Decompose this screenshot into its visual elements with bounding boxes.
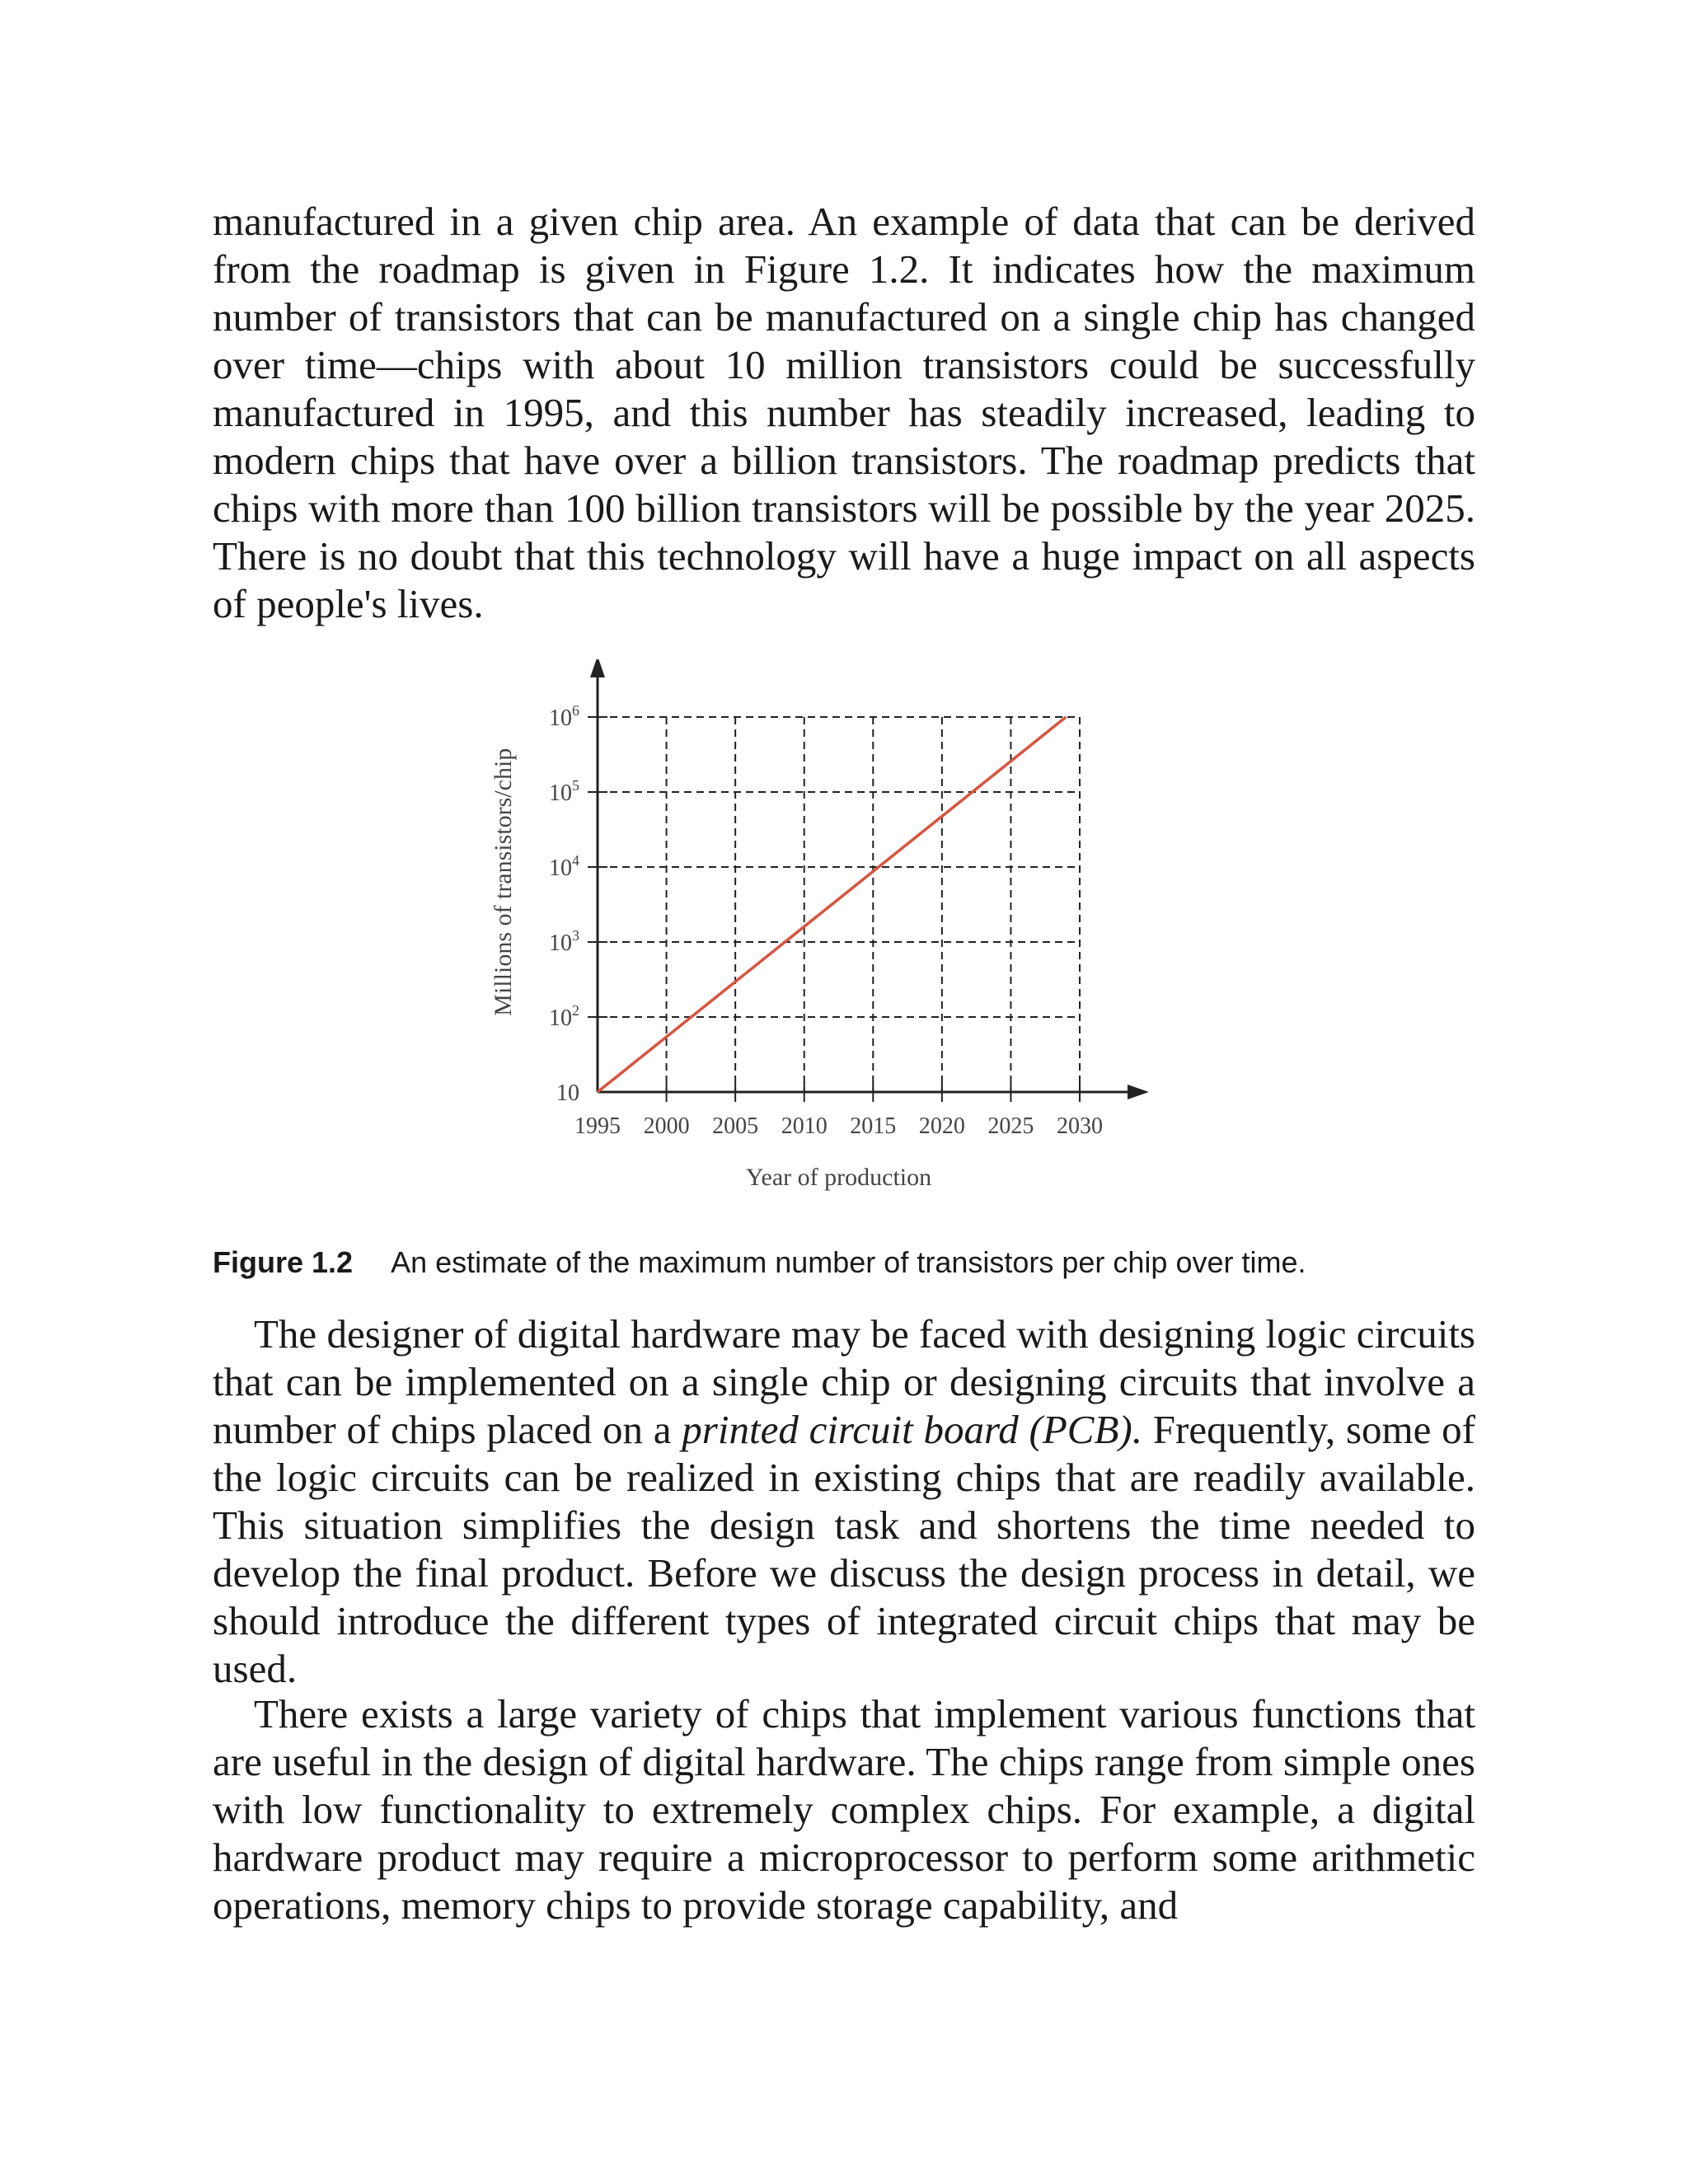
y-tick-label: $10^2$ [549, 1002, 579, 1031]
chart-ticks [549, 702, 1103, 1139]
chart-series [598, 717, 1066, 1092]
x-tick-label: 2015 [850, 1113, 897, 1139]
y-axis-title: Millions of transistors/chip [490, 748, 517, 1016]
paragraph-designer-text-1: The designer of digital hardware may be faced with designing logic circuits that can be implemented on a single chip or designing circuits that involve a number of chips placed on a [213, 1311, 1475, 1452]
x-tick-label: 2030 [1057, 1113, 1103, 1139]
x-axis-title: Year of production [745, 1164, 932, 1191]
x-tick-label: 2005 [712, 1113, 759, 1139]
x-tick-label: 2020 [918, 1113, 965, 1139]
x-axis-arrow [1128, 1085, 1149, 1099]
y-axis-arrow [590, 659, 605, 677]
transistor-chart [486, 659, 1212, 1203]
y-tick-label: $10^5$ [549, 777, 579, 806]
y-tick-label: $10^4$ [549, 852, 579, 881]
y-tick-label: $10^3$ [549, 927, 579, 956]
paragraph-designer [213, 1310, 1475, 1693]
paragraph-intro: manufactured in a given chip area. An example of data that can be derived from the roadmap is given in Figure 1.2. It indicates how the maximum number of transistors that can be manufactured on a single chip has changed over time—chips with about 10 million transistors could be successfully manufactured in 1995, and this number has steadily increased, leading to modern chips that have over a billion transistors. The roadmap predicts that chips with more than 100 billion transistors will be possible by the year 2025. There is no doubt that this technology will have a huge impact on all aspects of people's lives. [213, 199, 1475, 626]
paragraph-chips: There exists a large variety of chips that implement various functions that are useful in the design of digital hardware. The chips range from simple ones with low functionality to extremely complex chips. For example, a digital hardware product may require a microprocessor to perform some arithmetic operations, memory chips to provide storage capability, and [213, 1691, 1475, 1928]
x-tick-label: 2010 [781, 1113, 828, 1139]
y-tick-label: $10^6$ [549, 702, 579, 731]
y-tick-label: 10 [556, 1080, 579, 1106]
x-tick-label: 1995 [574, 1113, 621, 1139]
figure-caption [213, 1244, 1475, 1281]
figure-label: Figure 1.2 [213, 1245, 354, 1279]
paragraph-designer-italic: printed circuit board (PCB). [682, 1407, 1142, 1452]
series-line [598, 717, 1066, 1092]
x-tick-label: 2000 [643, 1113, 690, 1139]
x-tick-label: 2025 [987, 1113, 1034, 1139]
paragraph-designer-text-2: Frequently, some of the logic circuits can be realized in existing chips that are readily available. This situation simplifies the design task and shortens the time needed to develop the final product. Before we discuss the design process in detail, we should introduce the different types of integrated circuit chips that may be used. [213, 1407, 1475, 1691]
chart-axes [590, 659, 1149, 1099]
figure-caption-text: An estimate of the maximum number of transistors per chip over time. [391, 1245, 1306, 1279]
